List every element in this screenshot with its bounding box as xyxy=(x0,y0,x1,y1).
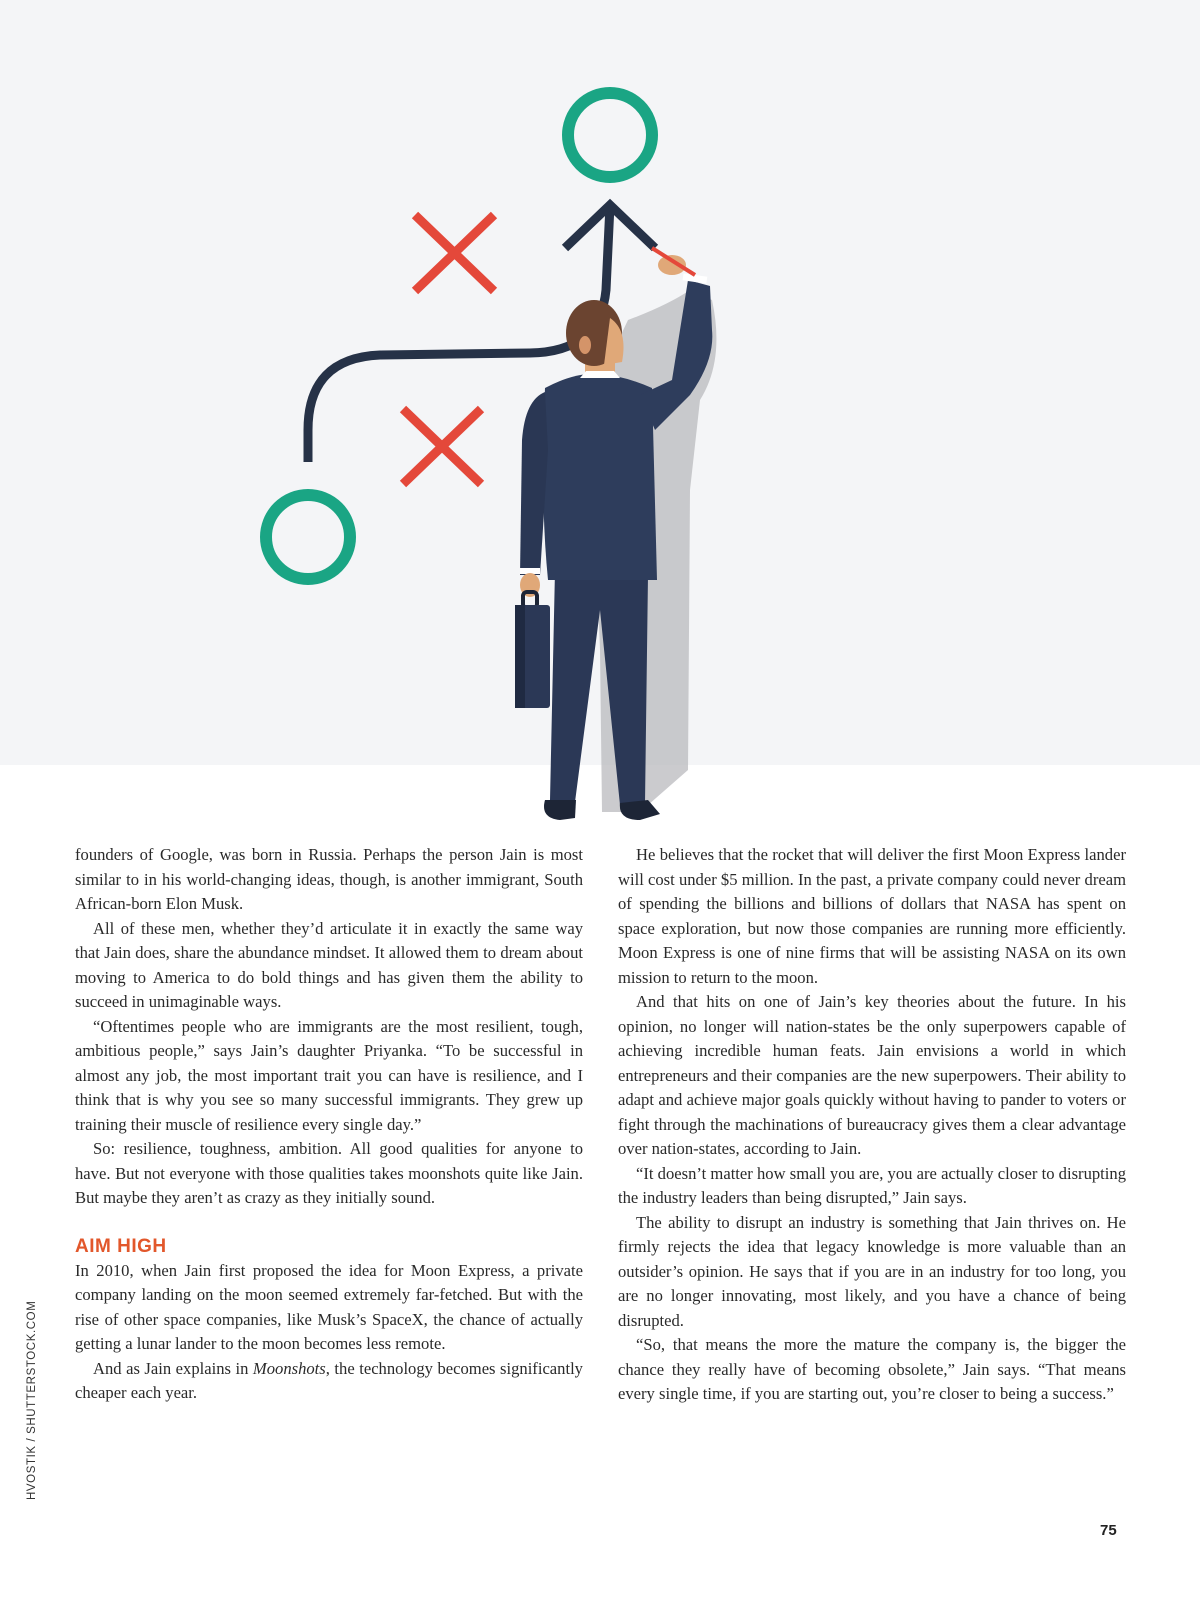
paragraph: founders of Google, was born in Russia. Perhaps the person Jain is most similar to in his world-changing ideas, though, is another immigrant, South African-born Elon Musk. xyxy=(75,845,583,913)
section-heading: AIM HIGH xyxy=(75,1235,167,1257)
paragraph: All of these men, whether they’d articulate it in exactly the same way that Jain does, share the abundance mindset. It allowed them to dream about moving to America to do bold things and has given them the ability to succeed in unimaginable ways. xyxy=(75,918,583,1011)
book-title: Moonshots xyxy=(252,1358,326,1378)
right-column xyxy=(618,843,1126,1407)
text-span: And as Jain explains in xyxy=(93,1358,253,1378)
left-shoe xyxy=(544,800,576,820)
paragraph: The ability to disrupt an industry is something that Jain thrives on. He firmly rejects the idea that legacy knowledge is more valuable than an outsider’s opinion. He says that if you are in an industry for too long, you are no longer innovating, most likely, and you have a chance of being disrupted. xyxy=(618,1212,1126,1330)
page-number: 75 xyxy=(1100,1522,1117,1539)
paragraph: He believes that the rocket that will deliver the first Moon Express lander will cost under $5 million. In the past, a private company could never dream of spending the billions and billions of dollars that NASA has spent on space exploration, but now those companies are running more efficiently. Moon Express is one of nine firms that will be assisting NASA on its own mission to return to the moon. xyxy=(618,845,1126,987)
left-column xyxy=(75,843,583,1406)
paragraph: And that hits on one of Jain’s key theories about the future. In his opinion, no longer will nation-states be the only superpowers capable of achieving incredible human feats. Jain envisions a world in which entrepreneurs and their companies are the new superpowers. Their ability to adapt and achieve major goals quickly without having to pander to voters or fight through the machinations of bureaucracy gives them a clear advantage over nation-states, according to Jain. xyxy=(618,992,1126,1158)
paragraph: “So, that means the more the mature the company is, the bigger the chance they really have of becoming obsolete,” Jain says. “That means every single time, if you are starting out, you’re closer to being a success.” xyxy=(618,1335,1126,1403)
ear xyxy=(579,336,591,354)
paragraph xyxy=(75,1357,583,1406)
text-span: , the technology becomes significantly cheaper each year. xyxy=(75,1358,583,1402)
paragraph: “Oftentimes people who are immigrants are the most resilient, tough, ambitious people,” says Jain’s daughter Priyanka. “To be successful in almost any job, the most important trait you can have is resilience, and I think that is why you see so many successful immigrants. They grew up training their muscle of resilience every single day.” xyxy=(75,1016,583,1134)
paragraph: “It doesn’t matter how small you are, you are actually closer to disrupting the industry leaders than being disrupted,” Jain says. xyxy=(618,1163,1126,1207)
paragraph: So: resilience, toughness, ambition. All good qualities for anyone to have. But not everyone with those qualities takes moonshots quite like Jain. But maybe they aren’t as crazy as they initially sound. xyxy=(75,1139,583,1207)
right-shoe xyxy=(620,800,660,820)
photo-credit: HVOSTIK / SHUTTERSTOCK.COM xyxy=(26,1300,38,1500)
jacket xyxy=(543,374,657,580)
collar xyxy=(580,371,620,378)
paragraph: In 2010, when Jain first proposed the idea for Moon Express, a private company landing on the moon seemed extremely far-fetched. But with the rise of other space companies, like Musk’s SpaceX, the chance of actually getting a lunar lander to the moon becomes less remote. xyxy=(75,1260,583,1353)
